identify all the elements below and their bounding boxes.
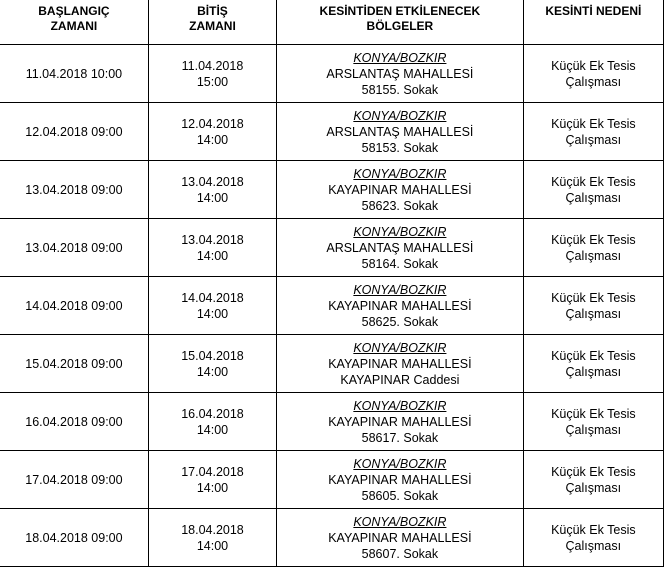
start-time: 13.04.2018 09:00: [25, 182, 123, 197]
end-time: 14:00: [196, 480, 229, 495]
region-street: 58605. Sokak: [361, 488, 439, 503]
region-neighborhood: ARSLANTAŞ MAHALLESİ: [326, 124, 474, 139]
end-date: 18.04.2018: [181, 522, 244, 537]
header-end-line1: BİTİŞ: [197, 4, 228, 18]
start-time-cell: [0, 161, 148, 219]
region-neighborhood: KAYAPINAR MAHALLESİ: [328, 530, 472, 545]
reason-line1: Küçük Ek Tesis: [551, 174, 636, 189]
reason-line1: Küçük Ek Tesis: [551, 522, 636, 537]
region-province: KONYA/BOZKIR: [353, 514, 447, 529]
start-time-cell: [0, 451, 148, 509]
region-cell: [277, 451, 524, 509]
end-date: 14.04.2018: [181, 290, 244, 305]
header-start-line2: ZAMANI: [50, 19, 98, 33]
end-time: 15:00: [196, 74, 229, 89]
region-province: KONYA/BOZKIR: [353, 282, 447, 297]
start-time-cell: [0, 335, 148, 393]
end-time: 14:00: [196, 306, 229, 321]
region-neighborhood: ARSLANTAŞ MAHALLESİ: [326, 66, 474, 81]
header-region-line1: KESİNTİDEN ETKİLENECEK: [319, 4, 481, 18]
header-reason: [523, 0, 663, 45]
end-time-cell: [148, 103, 276, 161]
start-time: 18.04.2018 09:00: [25, 530, 123, 545]
start-time: 12.04.2018 09:00: [25, 124, 123, 139]
header-start-line1: BAŞLANGIÇ: [38, 4, 110, 18]
table-row: [0, 277, 664, 335]
reason-line2: Çalışması: [565, 538, 622, 553]
reason-line2: Çalışması: [565, 422, 622, 437]
region-province: KONYA/BOZKIR: [353, 166, 447, 181]
region-cell: [277, 509, 524, 567]
reason-line2: Çalışması: [565, 306, 622, 321]
region-neighborhood: KAYAPINAR MAHALLESİ: [328, 472, 472, 487]
start-time: 15.04.2018 09:00: [25, 356, 123, 371]
end-time-cell: [148, 509, 276, 567]
header-row: [0, 0, 664, 45]
start-time-cell: [0, 393, 148, 451]
start-time: 11.04.2018 10:00: [25, 66, 123, 81]
start-time-cell: [0, 219, 148, 277]
end-time-cell: [148, 277, 276, 335]
start-time-cell: [0, 509, 148, 567]
reason-cell: [523, 161, 663, 219]
end-date: 12.04.2018: [181, 116, 244, 131]
reason-cell: [523, 45, 663, 103]
region-province: KONYA/BOZKIR: [353, 224, 447, 239]
end-date: 17.04.2018: [181, 464, 244, 479]
region-cell: [277, 45, 524, 103]
end-time: 14:00: [196, 538, 229, 553]
region-neighborhood: KAYAPINAR MAHALLESİ: [328, 182, 472, 197]
end-time-cell: [148, 45, 276, 103]
region-street: 58153. Sokak: [361, 140, 439, 155]
region-cell: [277, 103, 524, 161]
reason-line1: Küçük Ek Tesis: [551, 406, 636, 421]
region-neighborhood: ARSLANTAŞ MAHALLESİ: [326, 240, 474, 255]
start-time: 16.04.2018 09:00: [25, 414, 123, 429]
reason-line2: Çalışması: [565, 132, 622, 147]
region-street: KAYAPINAR Caddesi: [340, 372, 460, 387]
table-row: [0, 509, 664, 567]
region-street: 58164. Sokak: [361, 256, 439, 271]
end-date: 15.04.2018: [181, 348, 244, 363]
table-row: [0, 103, 664, 161]
end-time: 14:00: [196, 132, 229, 147]
end-date: 13.04.2018: [181, 232, 244, 247]
region-neighborhood: KAYAPINAR MAHALLESİ: [328, 298, 472, 313]
header-reason-text: KESİNTİ NEDENİ: [545, 4, 642, 18]
end-time: 14:00: [196, 248, 229, 263]
reason-cell: [523, 393, 663, 451]
reason-line2: Çalışması: [565, 480, 622, 495]
table-row: [0, 219, 664, 277]
region-province: KONYA/BOZKIR: [353, 340, 447, 355]
end-time: 14:00: [196, 364, 229, 379]
region-street: 58623. Sokak: [361, 198, 439, 213]
region-neighborhood: KAYAPINAR MAHALLESİ: [328, 414, 472, 429]
region-province: KONYA/BOZKIR: [353, 50, 447, 65]
reason-line1: Küçük Ek Tesis: [551, 464, 636, 479]
table-row: [0, 451, 664, 509]
start-time-cell: [0, 277, 148, 335]
region-neighborhood: KAYAPINAR MAHALLESİ: [328, 356, 472, 371]
table-row: [0, 161, 664, 219]
region-street: 58625. Sokak: [361, 314, 439, 329]
header-end-time: [148, 0, 276, 45]
region-province: KONYA/BOZKIR: [353, 398, 447, 413]
header-affected-regions: [277, 0, 524, 45]
end-date: 13.04.2018: [181, 174, 244, 189]
end-time-cell: [148, 335, 276, 393]
start-time: 14.04.2018 09:00: [25, 298, 123, 313]
end-time-cell: [148, 219, 276, 277]
reason-line1: Küçük Ek Tesis: [551, 232, 636, 247]
region-street: 58607. Sokak: [361, 546, 439, 561]
header-region-line2: BÖLGELER: [366, 19, 434, 33]
header-end-line2: ZAMANI: [189, 19, 236, 33]
end-time-cell: [148, 451, 276, 509]
reason-cell: [523, 335, 663, 393]
reason-line1: Küçük Ek Tesis: [551, 58, 636, 73]
table-row: [0, 335, 664, 393]
reason-line2: Çalışması: [565, 74, 622, 89]
region-cell: [277, 277, 524, 335]
region-cell: [277, 393, 524, 451]
region-province: KONYA/BOZKIR: [353, 108, 447, 123]
reason-line1: Küçük Ek Tesis: [551, 290, 636, 305]
region-cell: [277, 335, 524, 393]
region-province: KONYA/BOZKIR: [353, 456, 447, 471]
table-body: [0, 45, 664, 567]
header-start-time: [0, 0, 148, 45]
end-date: 16.04.2018: [181, 406, 244, 421]
table-row: [0, 393, 664, 451]
start-time: 17.04.2018 09:00: [25, 472, 123, 487]
start-time-cell: [0, 103, 148, 161]
reason-line1: Küçük Ek Tesis: [551, 116, 636, 131]
region-cell: [277, 161, 524, 219]
reason-line1: Küçük Ek Tesis: [551, 348, 636, 363]
reason-cell: [523, 451, 663, 509]
reason-line2: Çalışması: [565, 190, 622, 205]
reason-cell: [523, 219, 663, 277]
end-time-cell: [148, 393, 276, 451]
end-time-cell: [148, 161, 276, 219]
region-street: 58617. Sokak: [361, 430, 439, 445]
reason-cell: [523, 277, 663, 335]
region-street: 58155. Sokak: [361, 82, 439, 97]
region-cell: [277, 219, 524, 277]
end-time: 14:00: [196, 190, 229, 205]
reason-line2: Çalışması: [565, 248, 622, 263]
start-time-cell: [0, 45, 148, 103]
table-row: [0, 45, 664, 103]
end-date: 11.04.2018: [181, 58, 244, 73]
reason-cell: [523, 103, 663, 161]
start-time: 13.04.2018 09:00: [25, 240, 123, 255]
reason-cell: [523, 509, 663, 567]
end-time: 14:00: [196, 422, 229, 437]
reason-line2: Çalışması: [565, 364, 622, 379]
